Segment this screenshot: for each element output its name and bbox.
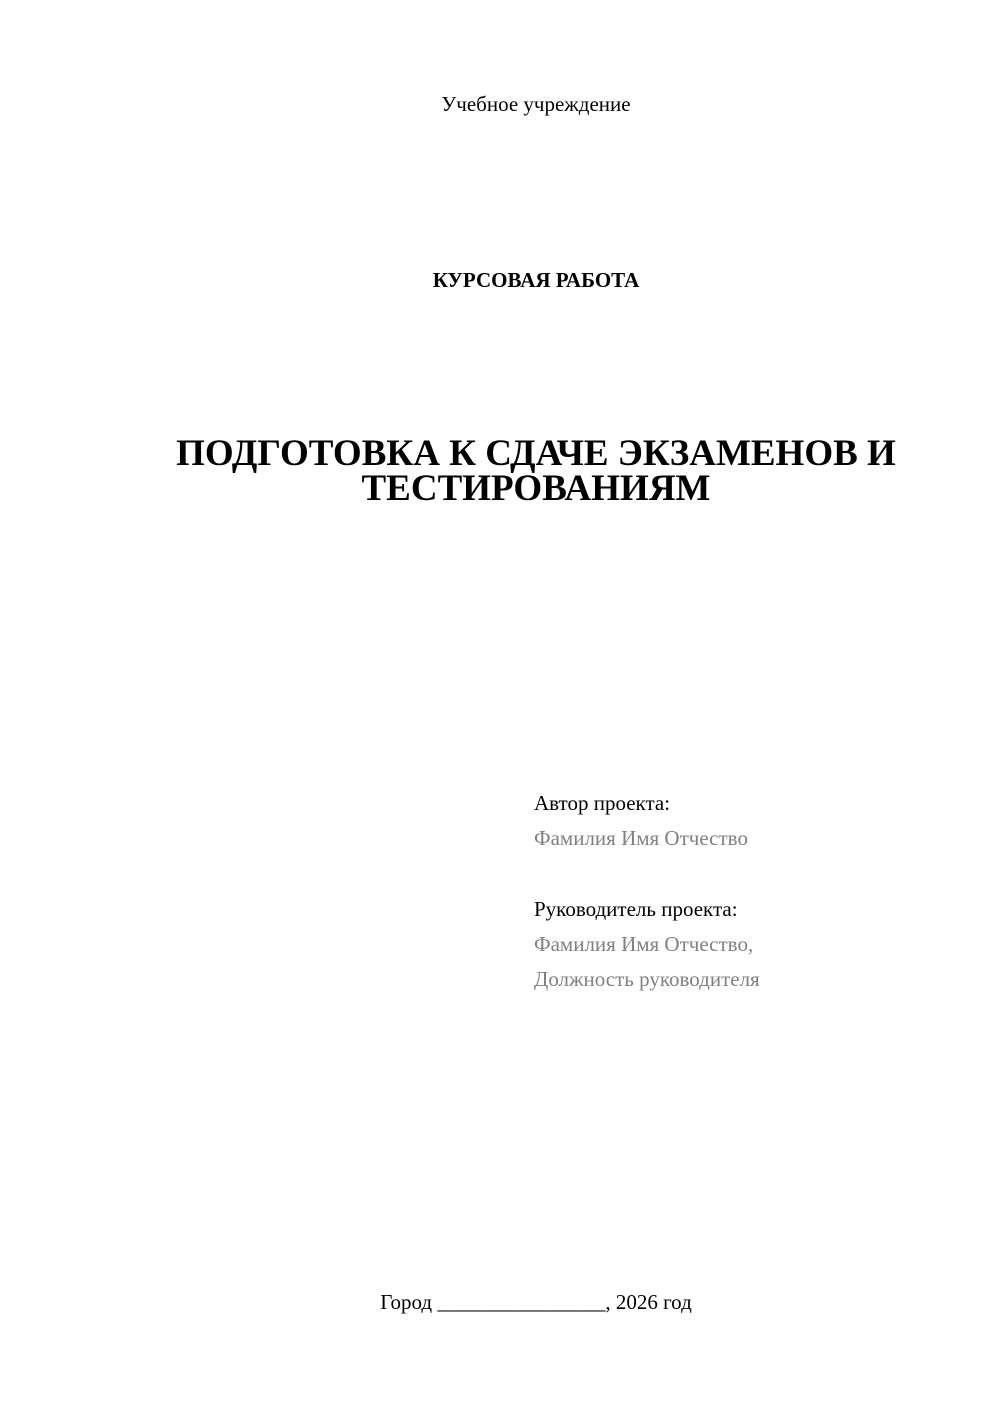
author-block — [534, 786, 748, 856]
work-type: КУРСОВАЯ РАБОТА — [432, 268, 640, 292]
city-label: Город — [380, 1290, 433, 1314]
title-line-1: ПОДГОТОВКА К СДАЧЕ ЭКЗАМЕНОВ И — [176, 433, 896, 474]
supervisor-block — [534, 892, 760, 997]
footer-city-year — [72, 1290, 1000, 1315]
author-label: Автор проекта: — [534, 791, 671, 815]
supervisor-position: Должность руководителя — [534, 967, 760, 991]
city-blank: ________________ — [437, 1290, 606, 1314]
title-line-2: ТЕСТИРОВАНИЯМ — [361, 468, 711, 509]
supervisor-label: Руководитель проекта: — [534, 897, 738, 921]
year: , 2026 год — [605, 1290, 692, 1314]
author-name: Фамилия Имя Отчество — [534, 826, 748, 850]
institution: Учебное учреждение — [441, 92, 631, 116]
page-title — [72, 433, 1000, 509]
supervisor-name: Фамилия Имя Отчество, — [534, 932, 754, 956]
